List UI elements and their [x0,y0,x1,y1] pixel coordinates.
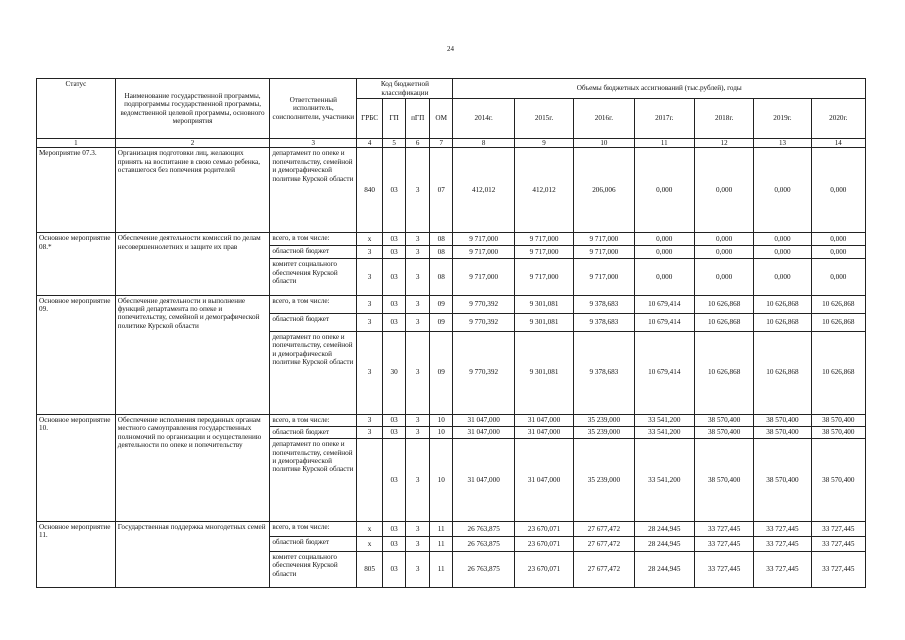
table-row [37,148,866,233]
value-cell: 23 670,071 [514,551,573,587]
status-cell: Основное мероприятие 11. [37,521,116,587]
pgp-cell: 3 [406,426,430,438]
grbs-cell: 3 [357,331,383,414]
om-cell: 09 [429,295,453,313]
col-number: 7 [429,139,453,148]
gp-cell: 03 [382,439,406,522]
value-cell: 35 239,000 [574,426,634,438]
col-number: 12 [694,139,753,148]
header-year: 2014г. [453,99,514,139]
pgp-cell: 3 [406,536,430,551]
pgp-cell: 3 [406,245,430,259]
om-cell: 10 [429,414,453,426]
pgp-cell: 3 [406,295,430,313]
gp-cell: 03 [382,551,406,587]
value-cell: 33 727,445 [754,551,811,587]
col-number: 8 [453,139,514,148]
value-cell: 27 677,472 [574,536,634,551]
value-cell: 38 570,400 [694,439,753,522]
om-cell: 11 [429,536,453,551]
header-year: 2020г. [811,99,865,139]
value-cell: 33 727,445 [811,521,865,536]
om-cell: 10 [429,439,453,522]
status-cell: Основное мероприятие 08.* [37,233,116,295]
gp-cell: 03 [382,148,406,233]
name-cell: Обеспечение деятельности комиссий по делам несовершеннолетних и защите их прав [115,233,270,295]
col-number: 14 [811,139,865,148]
value-cell: 9 717,000 [453,259,514,295]
value-cell: 26 763,875 [453,521,514,536]
value-cell: 412,012 [514,148,573,233]
value-cell: 38 570,400 [811,426,865,438]
header-grbs: ГРБС [357,99,383,139]
value-cell: 31 047,000 [453,414,514,426]
col-number: 4 [357,139,383,148]
header-volumes: Объемы бюджетных ассигнований (тыс.рублей), годы [453,79,866,99]
value-cell: 0,000 [811,148,865,233]
value-cell: 0,000 [811,233,865,245]
value-cell: 35 239,000 [574,439,634,522]
value-cell: 0,000 [811,245,865,259]
value-cell: 9 717,000 [574,245,634,259]
value-cell: 38 570,400 [811,439,865,522]
value-cell: 10 626,868 [754,331,811,414]
responsible-cell: всего, в том числе: [270,521,357,536]
value-cell: 31 047,000 [514,439,573,522]
value-cell: 0,000 [754,259,811,295]
header-status: Статус [37,79,116,139]
value-cell: 9 301,081 [514,331,573,414]
value-cell: 10 626,868 [694,331,753,414]
value-cell: 9 717,000 [514,233,573,245]
value-cell: 9 717,000 [453,233,514,245]
value-cell: 0,000 [694,245,753,259]
value-cell: 10 626,868 [811,313,865,331]
value-cell: 0,000 [694,233,753,245]
grbs-cell: х [357,521,383,536]
om-cell: 09 [429,331,453,414]
col-number: 5 [382,139,406,148]
col-number: 1 [37,139,116,148]
value-cell: 38 570,400 [694,426,753,438]
value-cell: 0,000 [811,259,865,295]
column-number-row [37,139,866,148]
col-number: 9 [514,139,573,148]
name-cell: Обеспечение исполнения переданных органам местного самоуправления государственных полномочий по организации и осуществлению деятельности по опеке и попечительству [115,414,270,521]
responsible-cell: всего, в том числе: [270,233,357,245]
value-cell: 28 244,945 [634,536,694,551]
grbs-cell: х [357,536,383,551]
value-cell: 33 727,445 [694,521,753,536]
responsible-cell: областной бюджет [270,245,357,259]
value-cell: 10 679,414 [634,313,694,331]
gp-cell: 03 [382,521,406,536]
value-cell: 33 541,200 [634,439,694,522]
gp-cell: 03 [382,245,406,259]
value-cell: 33 727,445 [694,536,753,551]
col-number: 10 [574,139,634,148]
name-cell: Государственная поддержка многодетных семей [115,521,270,587]
value-cell: 10 626,868 [694,313,753,331]
responsible-cell: областной бюджет [270,426,357,438]
grbs-cell: 805 [357,551,383,587]
header-year: 2016г. [574,99,634,139]
value-cell: 9 378,683 [574,331,634,414]
value-cell: 33 727,445 [811,551,865,587]
grbs-cell: 3 [357,313,383,331]
value-cell: 38 570,400 [694,414,753,426]
value-cell: 23 670,071 [514,536,573,551]
value-cell: 9 770,392 [453,295,514,313]
om-cell: 08 [429,245,453,259]
header-year: 2018г. [694,99,753,139]
grbs-cell: х [357,233,383,245]
value-cell: 0,000 [754,148,811,233]
table-row [37,233,866,245]
value-cell: 10 626,868 [694,295,753,313]
value-cell: 10 679,414 [634,331,694,414]
status-cell: Основное мероприятие 10. [37,414,116,521]
grbs-cell: 3 [357,426,383,438]
grbs-cell: 3 [357,259,383,295]
value-cell: 9 717,000 [574,233,634,245]
value-cell: 31 047,000 [453,426,514,438]
value-cell: 9 378,683 [574,295,634,313]
om-cell: 11 [429,551,453,587]
value-cell: 9 770,392 [453,331,514,414]
responsible-cell: областной бюджет [270,313,357,331]
table-row [37,295,866,313]
responsible-cell: департамент по опеке и попечительству, семейной и демографической политике Курской области [270,148,357,233]
gp-cell: 03 [382,426,406,438]
value-cell: 33 727,445 [754,536,811,551]
value-cell: 31 047,000 [514,426,573,438]
value-cell: 28 244,945 [634,551,694,587]
value-cell: 31 047,000 [453,439,514,522]
header-gp: ГП [382,99,406,139]
value-cell: 9 301,081 [514,295,573,313]
pgp-cell: 3 [406,313,430,331]
pgp-cell: 3 [406,233,430,245]
value-cell: 0,000 [754,245,811,259]
om-cell: 10 [429,426,453,438]
gp-cell: 03 [382,233,406,245]
value-cell: 0,000 [694,259,753,295]
col-number: 3 [270,139,357,148]
value-cell: 23 670,071 [514,521,573,536]
header-responsible: Ответственный исполнитель, соисполнители, участники [270,79,357,139]
responsible-cell: всего, в том числе: [270,414,357,426]
value-cell: 38 570,400 [754,414,811,426]
gp-cell: 30 [382,331,406,414]
value-cell: 33 541,200 [634,414,694,426]
responsible-cell: департамент по опеке и попечительству, семейной и демографической политике Курской области [270,439,357,522]
value-cell: 38 570,400 [811,414,865,426]
value-cell: 38 570,400 [754,426,811,438]
status-cell: Мероприятие 07.3. [37,148,116,233]
value-cell: 33 541,200 [634,426,694,438]
value-cell: 27 677,472 [574,551,634,587]
header-year: 2017г. [634,99,694,139]
name-cell: Организация подготовки лиц, желающих принять на воспитание в свою семью ребенка, оставшегося без попечения родителей [115,148,270,233]
page-number: 24 [447,45,454,53]
header-pgp: пГП [406,99,430,139]
responsible-cell: областной бюджет [270,536,357,551]
col-number: 13 [754,139,811,148]
pgp-cell: 3 [406,439,430,522]
table-row [37,521,866,536]
value-cell: 0,000 [634,148,694,233]
om-cell: 07 [429,148,453,233]
value-cell: 10 626,868 [811,295,865,313]
value-cell: 0,000 [634,259,694,295]
col-number: 2 [115,139,270,148]
grbs-cell: 840 [357,148,383,233]
pgp-cell: 3 [406,521,430,536]
value-cell: 38 570,400 [754,439,811,522]
value-cell: 0,000 [634,245,694,259]
gp-cell: 03 [382,259,406,295]
value-cell: 27 677,472 [574,521,634,536]
value-cell: 10 626,868 [754,295,811,313]
value-cell: 0,000 [694,148,753,233]
col-number: 11 [634,139,694,148]
value-cell: 9 717,000 [514,245,573,259]
gp-cell: 03 [382,295,406,313]
value-cell: 28 244,945 [634,521,694,536]
status-cell: Основное мероприятие 09. [37,295,116,414]
value-cell: 9 301,081 [514,313,573,331]
value-cell: 31 047,000 [514,414,573,426]
header-name: Наименование государственной программы, подпрограммы государственной программы, ведомственной целевой программы, основного мероприятия [115,79,270,139]
header-budget-code: Код бюджетной классификации [357,79,453,99]
pgp-cell: 3 [406,259,430,295]
col-number: 6 [406,139,430,148]
value-cell: 0,000 [754,233,811,245]
value-cell: 206,006 [574,148,634,233]
pgp-cell: 3 [406,331,430,414]
om-cell: 09 [429,313,453,331]
value-cell: 0,000 [634,233,694,245]
value-cell: 9 717,000 [574,259,634,295]
om-cell: 11 [429,521,453,536]
value-cell: 26 763,875 [453,536,514,551]
om-cell: 08 [429,233,453,245]
value-cell: 9 770,392 [453,313,514,331]
value-cell: 33 727,445 [694,551,753,587]
value-cell: 412,012 [453,148,514,233]
responsible-cell: всего, в том числе: [270,295,357,313]
responsible-cell: департамент по опеке и попечительству, семейной и демографической политике Курской области [270,331,357,414]
header-om: ОМ [429,99,453,139]
grbs-cell [357,439,383,522]
grbs-cell: 3 [357,414,383,426]
name-cell: Обеспечение деятельности и выполнение функций департамента по опеке и попечительству, семейной и демографической политике Курской области [115,295,270,414]
grbs-cell: 3 [357,245,383,259]
value-cell: 10 626,868 [754,313,811,331]
om-cell: 08 [429,259,453,295]
value-cell: 33 727,445 [811,536,865,551]
value-cell: 26 763,875 [453,551,514,587]
pgp-cell: 3 [406,148,430,233]
value-cell: 9 378,683 [574,313,634,331]
value-cell: 33 727,445 [754,521,811,536]
responsible-cell: комитет социального обеспечения Курской области [270,259,357,295]
responsible-cell: комитет социального обеспечения Курской области [270,551,357,587]
value-cell: 9 717,000 [514,259,573,295]
value-cell: 9 717,000 [453,245,514,259]
value-cell: 10 626,868 [811,331,865,414]
value-cell: 35 239,000 [574,414,634,426]
gp-cell: 03 [382,536,406,551]
header-year: 2019г. [754,99,811,139]
gp-cell: 03 [382,414,406,426]
header-year: 2015г. [514,99,573,139]
table-row [37,414,866,426]
grbs-cell: 3 [357,295,383,313]
budget-table [36,78,866,588]
gp-cell: 03 [382,313,406,331]
pgp-cell: 3 [406,551,430,587]
pgp-cell: 3 [406,414,430,426]
value-cell: 10 679,414 [634,295,694,313]
